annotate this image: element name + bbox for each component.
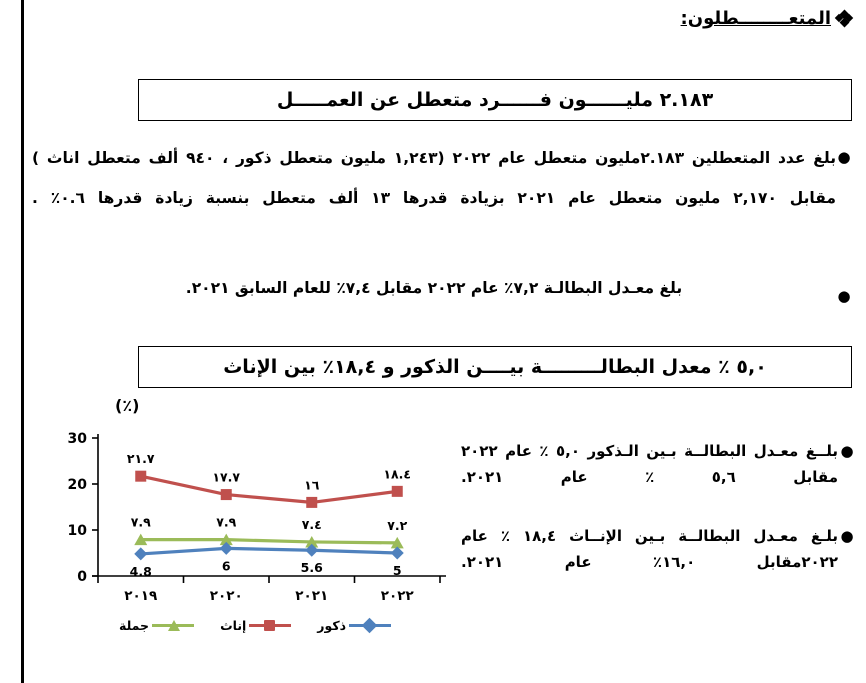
page-left-border: [21, 0, 24, 683]
legend-entry-males: [317, 618, 391, 633]
bullet-unemployed-count-text: بلغ عدد المتعطلين ٢.١٨٣مليون متعطل عام ٢٠٢٢ (١,٢٤٣ مليون متعطل ذكور ، ٩٤٠ ألف متعطل اناث ) مقابل ٢,١٧٠ مليون متعطل عام ٢٠٢١ بزيادة قدرها ١٣ ألف متعطل بنسبة زيادة قدرها ٠.٦٪ .: [32, 149, 837, 208]
legend-label: إناث: [220, 617, 247, 633]
legend-label: جملة: [118, 617, 150, 633]
svg-text:4.8: 4.8: [129, 563, 152, 579]
side-note-males-text: بلــغ معـدل البطالــة بـين الـذكور ٥,٠ ٪ عام ٢٠٢٢ مقابل ٥,٦ ٪ عام ٢٠٢١.: [461, 442, 838, 487]
legend-swatch-diamond-icon: [349, 618, 391, 632]
side-note-males: [461, 438, 856, 491]
section-title-label: المتعــــــــطلون:: [680, 8, 831, 29]
svg-text:٢٠٢١: ٢٠٢١: [295, 588, 329, 604]
chart-svg: [40, 424, 450, 634]
side-note-females: [461, 523, 856, 576]
side-note-females-text: بلـغ معـدل البطالــة بـين الإنــاث ١٨,٤ ٪ عام ٢٠٢٢مقابل ١٦,٠٪ عام ٢٠٢١.: [461, 527, 838, 572]
svg-text:6: 6: [221, 558, 231, 574]
bullet-unemployed-count: [32, 138, 852, 219]
svg-text:٢١.٧: ٢١.٧: [126, 451, 155, 467]
heading-total-unemployed-box: [138, 79, 852, 121]
svg-text:٢٠٢٠: ٢٠٢٠: [209, 588, 243, 604]
bullet-marker-icon: ●: [837, 287, 851, 305]
svg-text:٢٠١٩: ٢٠١٩: [124, 588, 158, 604]
bullet-unemployment-rate-text: بلغ معـدل البطالـة ٧,٢٪ عام ٢٠٢٢ مقابل ٧,٤٪ للعام السابق ٢٠٢١.: [185, 279, 683, 297]
diamond-bullet-icon: [837, 11, 852, 26]
section-title: [681, 8, 852, 29]
bullet-unemployment-rate: [32, 277, 852, 316]
svg-text:٢٠٢٢: ٢٠٢٢: [380, 588, 414, 604]
heading-total-unemployed-label: ٢.١٨٣ مليــــــون فــــــرد متعطل عن العمـــــل: [276, 89, 714, 111]
page-content: [30, 0, 860, 683]
svg-text:30: 30: [67, 431, 87, 447]
unemployment-rate-chart: [40, 396, 450, 636]
svg-text:5: 5: [392, 563, 402, 578]
heading-unemployment-rates-label: ٥,٠ ٪ معدل البطالـــــــــة بيــــن الذكور و ١٨,٤٪ بين الإناث: [223, 356, 767, 378]
svg-text:٧.٤: ٧.٤: [301, 516, 322, 532]
chart-plot-area: [40, 424, 450, 634]
svg-text:20: 20: [67, 477, 87, 493]
svg-text:10: 10: [67, 523, 87, 539]
svg-text:١٧.٧: ١٧.٧: [212, 469, 241, 485]
legend-label: ذكور: [317, 617, 347, 633]
bullet-marker-icon: ●: [840, 442, 854, 460]
legend-entry-total: [119, 618, 194, 633]
heading-unemployment-rates-box: [138, 346, 852, 388]
legend-swatch-square-icon: [249, 618, 291, 632]
svg-text:0: 0: [77, 569, 87, 585]
bullet-marker-icon: ●: [837, 148, 851, 166]
svg-text:5.6: 5.6: [300, 560, 323, 576]
chart-axis-unit-label: (٪): [115, 396, 140, 415]
chart-legend: [80, 614, 430, 636]
chart-and-notes-region: [30, 396, 860, 676]
svg-text:٧.٩: ٧.٩: [216, 514, 237, 530]
legend-entry-females: [220, 618, 291, 633]
bullet-marker-icon: ●: [840, 527, 854, 545]
svg-text:٧.٩: ٧.٩: [130, 514, 151, 530]
legend-swatch-triangle-icon: [152, 618, 194, 632]
svg-text:٧.٢: ٧.٢: [387, 517, 408, 533]
svg-text:١٦: ١٦: [304, 477, 320, 493]
svg-text:١٨.٤: ١٨.٤: [383, 466, 412, 482]
